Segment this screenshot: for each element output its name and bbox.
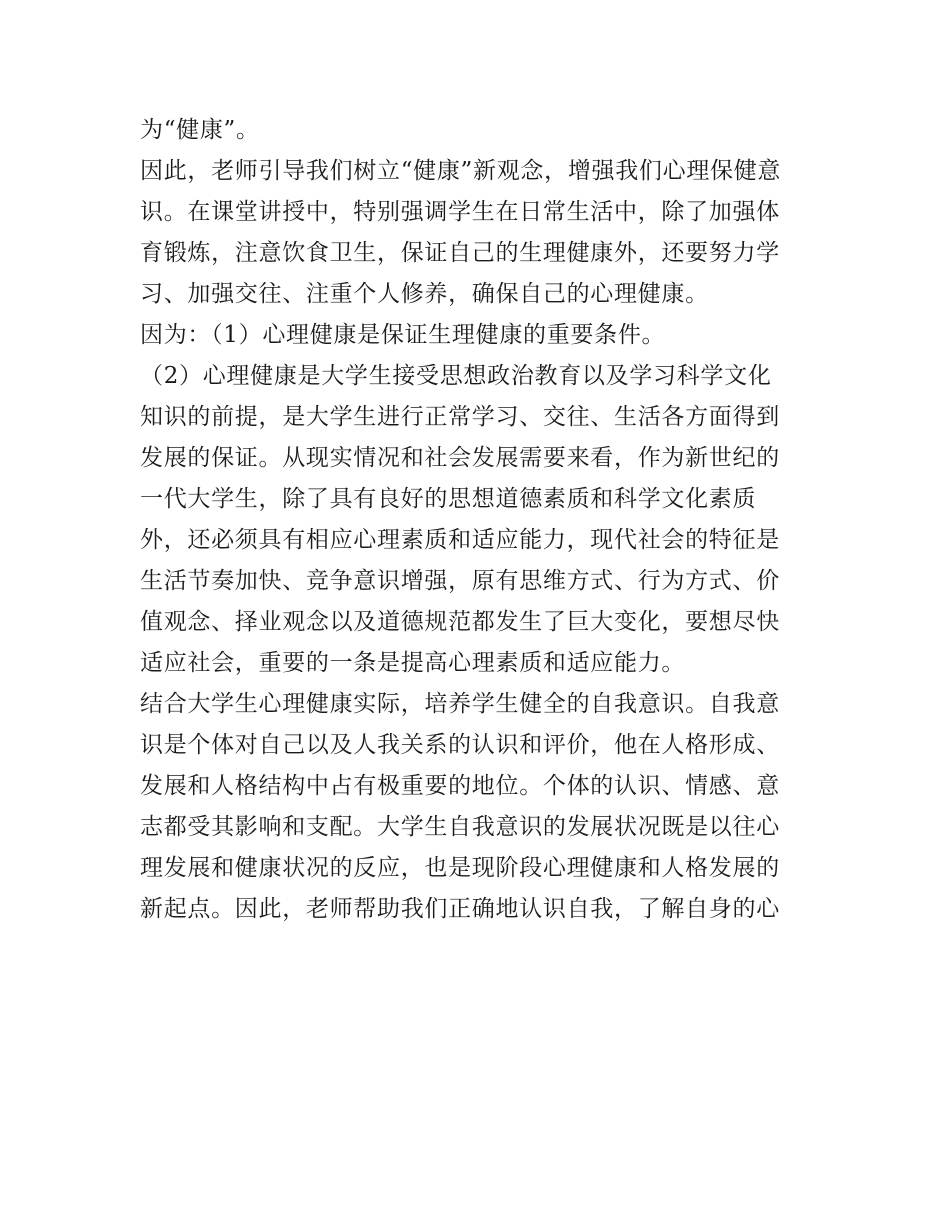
- body-text: [140, 110, 820, 930]
- text-line: 志都受其影响和支配。大学生自我意识的发展状况既是以往心: [140, 814, 780, 840]
- text-line: 育锻炼，注意饮食卫生，保证自己的生理健康外，还要努力学: [140, 240, 780, 266]
- text-line: 发展的保证。从现实情况和社会发展需要来看，作为新世纪的: [140, 445, 780, 471]
- text-line: 值观念、择业观念以及道德规范都发生了巨大变化，要想尽快: [140, 609, 780, 635]
- text-line: 识。在课堂讲授中，特别强调学生在日常生活中，除了加强体: [140, 199, 780, 225]
- text-line: 适应社会，重要的一条是提高心理素质和适应能力。: [140, 650, 686, 676]
- text-line: 生活节奏加快、竞争意识增强，原有思维方式、行为方式、价: [140, 568, 780, 594]
- text-line: 理发展和健康状况的反应，也是现阶段心理健康和人格发展的: [140, 855, 780, 881]
- text-line: 为“健康”。: [140, 117, 260, 143]
- text-line: 结合大学生心理健康实际，培养学生健全的自我意识。自我意: [140, 691, 780, 717]
- text-line: 一代大学生，除了具有良好的思想道德素质和科学文化素质: [140, 486, 757, 512]
- text-line: 因此，老师引导我们树立“健康”新观念，增强我们心理保健意: [140, 158, 782, 184]
- text-line: 习、加强交往、注重个人修养，确保自己的心理健康。: [140, 281, 709, 307]
- text-line: 因为：（1）心理健康是保证生理健康的重要条件。: [140, 322, 666, 348]
- text-line: 识是个体对自己以及人我关系的认识和评价，他在人格形成、: [140, 732, 780, 758]
- text-line: 发展和人格结构中占有极重要的地位。个体的认识、情感、意: [140, 773, 780, 799]
- text-line: 知识的前提，是大学生进行正常学习、交往、生活各方面得到: [140, 404, 780, 430]
- text-line: 新起点。因此，老师帮助我们正确地认识自我，了解自身的心: [140, 896, 780, 922]
- text-line: 外，还必须具有相应心理素质和适应能力，现代社会的特征是: [140, 527, 780, 553]
- text-line: （2）心理健康是大学生接受思想政治教育以及学习科学文化: [140, 363, 772, 389]
